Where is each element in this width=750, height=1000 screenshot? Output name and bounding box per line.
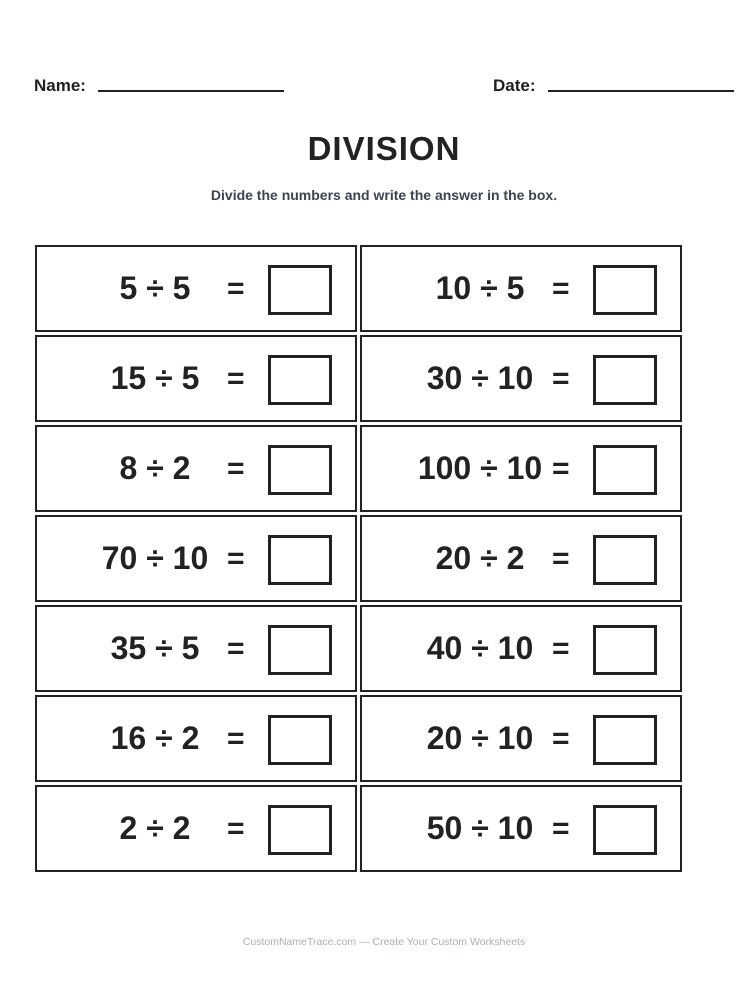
problem-cell [35, 515, 357, 602]
problem-cell [360, 515, 682, 602]
equals-sign: = [227, 452, 245, 485]
answer-box[interactable] [268, 535, 332, 585]
equals-sign: = [552, 722, 570, 755]
answer-box[interactable] [268, 805, 332, 855]
problem-expression: 30 ÷ 10 [426, 360, 534, 396]
problem-expression: 35 ÷ 5 [110, 630, 200, 666]
equals-sign: = [552, 272, 570, 305]
problem-expression: 16 ÷ 2 [110, 720, 200, 756]
problem-cell [35, 785, 357, 872]
answer-box[interactable] [593, 805, 657, 855]
answer-box[interactable] [268, 445, 332, 495]
problem-expression: 8 ÷ 2 [119, 450, 191, 486]
date-label: Date: [493, 76, 536, 95]
worksheet-header [34, 75, 736, 99]
answer-box[interactable] [268, 715, 332, 765]
equals-sign: = [552, 632, 570, 665]
name-write-line[interactable] [98, 90, 284, 92]
problem-expression: 50 ÷ 10 [426, 810, 534, 846]
worksheet-instructions: Divide the numbers and write the answer in the box. [210, 187, 558, 203]
answer-box[interactable] [268, 355, 332, 405]
answer-box[interactable] [268, 625, 332, 675]
problem-expression: 20 ÷ 2 [435, 540, 525, 576]
answer-box[interactable] [593, 445, 657, 495]
worksheet-title: DIVISION [307, 130, 461, 167]
problem-cell [360, 425, 682, 512]
problem-cell [35, 695, 357, 782]
problem-cell [360, 335, 682, 422]
answer-box[interactable] [268, 265, 332, 315]
equals-sign: = [227, 542, 245, 575]
equals-sign: = [552, 812, 570, 845]
problem-cell [360, 785, 682, 872]
problem-cell [360, 605, 682, 692]
equals-sign: = [227, 272, 245, 305]
problem-expression: 100 ÷ 10 [417, 450, 543, 486]
equals-sign: = [227, 722, 245, 755]
answer-box[interactable] [593, 265, 657, 315]
equals-sign: = [552, 362, 570, 395]
problem-grid [35, 245, 682, 872]
problem-expression: 10 ÷ 5 [435, 270, 525, 306]
problem-expression: 20 ÷ 10 [426, 720, 534, 756]
answer-box[interactable] [593, 535, 657, 585]
problem-expression: 15 ÷ 5 [110, 360, 200, 396]
problem-cell [35, 605, 357, 692]
date-write-line[interactable] [548, 90, 734, 92]
problem-expression: 70 ÷ 10 [101, 540, 209, 576]
problem-expression: 2 ÷ 2 [119, 810, 191, 846]
problem-cell [360, 695, 682, 782]
problem-expression: 40 ÷ 10 [426, 630, 534, 666]
answer-box[interactable] [593, 715, 657, 765]
problem-cell [360, 245, 682, 332]
answer-box[interactable] [593, 625, 657, 675]
problem-cell [35, 245, 357, 332]
equals-sign: = [552, 452, 570, 485]
problem-cell [35, 335, 357, 422]
problem-expression: 5 ÷ 5 [119, 270, 191, 306]
answer-box[interactable] [593, 355, 657, 405]
equals-sign: = [227, 362, 245, 395]
problem-cell [35, 425, 357, 512]
date-field [493, 75, 734, 97]
equals-sign: = [227, 632, 245, 665]
footer-credit: CustomNameTrace.com — Create Your Custom Worksheets [242, 936, 526, 948]
name-field [34, 75, 284, 97]
equals-sign: = [552, 542, 570, 575]
name-label: Name: [34, 76, 86, 95]
equals-sign: = [227, 812, 245, 845]
